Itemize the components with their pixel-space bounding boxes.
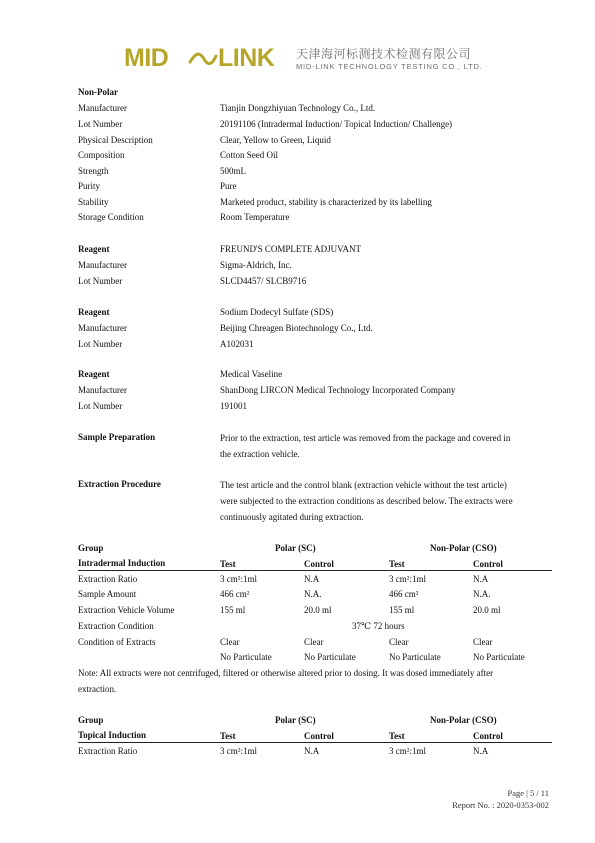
- reagent-row: Lot Number 191001: [78, 401, 247, 411]
- reagent-title-row: Reagent Medical Vaseline: [78, 369, 283, 379]
- reagent-row: Lot Number A102031: [78, 339, 254, 349]
- table-cell: Clear: [220, 637, 240, 647]
- test-header: Test: [389, 559, 405, 569]
- non-polar-row: Physical Description Clear, Yellow to Green, Liquid: [78, 135, 331, 145]
- topical-extraction-table: [78, 712, 552, 762]
- report-number: Report No. : 2020-0353-002: [452, 800, 549, 810]
- non-polar-row: Strength 500mL: [78, 166, 246, 176]
- non-polar-row: Manufacturer Tianjin Dongzhiyuan Technology Co., Ltd.: [78, 103, 376, 113]
- table-cell: No Particulate: [220, 652, 272, 662]
- table-cell: No Particulate: [473, 652, 525, 662]
- section-header: Topical Induction: [78, 730, 146, 740]
- group-header: Group: [78, 715, 104, 725]
- table-cell: Clear: [389, 637, 409, 647]
- table-cell: 3 cm²:1ml: [220, 746, 257, 756]
- company-name-chinese: 天津海河标测技术检测有限公司: [296, 47, 472, 61]
- table-divider: [78, 742, 552, 743]
- table-cell: Clear: [304, 637, 324, 647]
- control-header: Control: [473, 559, 503, 569]
- extraction-procedure-title: Extraction Procedure: [78, 479, 161, 489]
- polar-header: Polar (SC): [275, 543, 316, 553]
- reagent-row: Manufacturer Sigma-Aldrich, Inc.: [78, 260, 292, 270]
- non-polar-row: Purity Pure: [78, 181, 237, 191]
- reagent-row: Manufacturer Beijing Chreagen Biotechnology Co., Ltd.: [78, 323, 373, 333]
- logo-text-link: LINK: [218, 44, 275, 72]
- table-cell: No Particulate: [389, 652, 441, 662]
- sample-preparation-text: Prior to the extraction, test article was removed from the package and covered in the extraction vehicle.: [220, 433, 511, 459]
- reagent-row: Lot Number SLCD4457/ SLCB9716: [78, 276, 307, 286]
- row-label: Extraction Vehicle Volume: [78, 605, 175, 615]
- control-header: Control: [304, 559, 334, 569]
- non-polar-row: Stability Marketed product, stability is characterized by its labelling: [78, 197, 432, 207]
- table-cell: N.A: [473, 746, 489, 756]
- table-cell: N.A: [304, 574, 320, 584]
- nonpolar-header: Non-Polar (CSO): [430, 543, 497, 553]
- row-label: Condition of Extracts: [78, 637, 156, 647]
- company-header: [124, 44, 484, 76]
- table-cell: 20.0 ml: [473, 605, 501, 615]
- row-label: Sample Amount: [78, 589, 137, 599]
- test-header: Test: [389, 731, 405, 741]
- test-header: Test: [220, 731, 236, 741]
- table-cell: 3 cm²:1ml: [220, 574, 257, 584]
- test-header: Test: [220, 559, 236, 569]
- table-cell: N.A.: [304, 589, 322, 599]
- group-header: Group: [78, 543, 104, 553]
- reagent-title-row: Reagent Sodium Dodecyl Sulfate (SDS): [78, 307, 334, 317]
- table-cell: 466 cm²: [220, 589, 250, 599]
- table-cell: N.A.: [473, 589, 491, 599]
- table-cell: 3 cm²:1ml: [389, 746, 426, 756]
- page-number: Page | 5 / 11: [507, 788, 549, 798]
- table-cell: No Particulate: [304, 652, 356, 662]
- table-cell: 155 ml: [389, 605, 415, 615]
- non-polar-title: Non-Polar: [78, 87, 118, 97]
- row-label: Extraction Ratio: [78, 574, 138, 584]
- table-cell: 155 ml: [220, 605, 246, 615]
- control-header: Control: [473, 731, 503, 741]
- extraction-note: Note: All extracts were not centrifuged, filtered or otherwise altered prior to dosing. It was dosed immediately after extraction.: [78, 668, 494, 694]
- non-polar-row: Storage Condition Room Temperature: [78, 212, 290, 222]
- extraction-procedure-text: The test article and the control blank (extraction vehicle without the test article) were subjected to the extraction conditions as described below. The extracts were continuously agitated during extraction.: [220, 480, 513, 522]
- row-label: Extraction Ratio: [78, 746, 138, 756]
- table-cell: 3 cm²:1ml: [389, 574, 426, 584]
- table-cell: N.A: [304, 746, 320, 756]
- company-name-english: MID-LINK TECHNOLOGY TESTING CO., LTD.: [296, 62, 483, 71]
- condition-value: 37℃ 72 hours: [352, 621, 405, 631]
- section-header: Intradermal Induction: [78, 558, 166, 568]
- polar-header: Polar (SC): [275, 715, 316, 725]
- table-divider: [78, 570, 552, 571]
- logo-text-mid: MID: [124, 44, 169, 72]
- row-label: Extraction Condition: [78, 621, 154, 631]
- reagent-title-row: Reagent FREUND'S COMPLETE ADJUVANT: [78, 244, 361, 254]
- intradermal-extraction-table: [78, 540, 552, 665]
- table-cell: 20.0 ml: [304, 605, 332, 615]
- sample-preparation-title: Sample Preparation: [78, 432, 156, 442]
- table-cell: N.A: [473, 574, 489, 584]
- table-cell: 466 cm²: [389, 589, 419, 599]
- control-header: Control: [304, 731, 334, 741]
- logo-wave-icon: [188, 49, 218, 69]
- nonpolar-header: Non-Polar (CSO): [430, 715, 497, 725]
- non-polar-row: Lot Number 20191106 (Intradermal Induction/ Topical Induction/ Challenge): [78, 119, 453, 129]
- table-cell: Clear: [473, 637, 493, 647]
- reagent-row: Manufacturer ShanDong LIRCON Medical Technology Incorporated Company: [78, 385, 456, 395]
- non-polar-row: Composition Cotton Seed Oil: [78, 150, 278, 160]
